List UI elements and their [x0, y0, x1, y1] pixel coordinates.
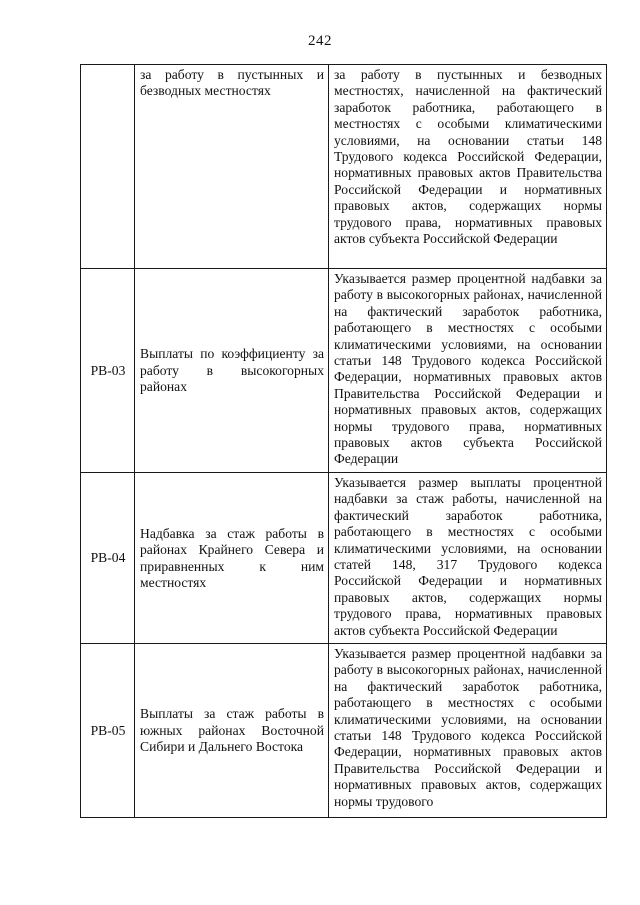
row-description: Указывается размер выплаты процентной надбавки за стаж работы, начисленной на фактический заработок работника, работающего в местностях с особыми климатическими условиями, на основании статей 148, 317 Трудового кодекса Российской Федерации и нормативных правовых актов, содержащих нормы трудового права, нормативных правовых актов субъекта Российской Федерации: [329, 473, 607, 644]
regulation-table: [80, 64, 607, 818]
row-code: [81, 65, 135, 269]
row-code: РВ-03: [81, 269, 135, 473]
row-code: РВ-05: [81, 644, 135, 818]
row-description: [329, 644, 607, 818]
row-description: за работу в пустынных и безводных местностях, начисленной на фактический заработок работника, работающего в местностях с особыми климатическими условиями, на основании статьи 148 Трудового кодекса Российской Федерации, нормативных правовых актов Правительства Российской Федерации и нормативных правовых актов, содержащих нормы трудового права, нормативных правовых актов субъекта Российской Федерации: [329, 65, 607, 269]
page-number: 242: [308, 33, 332, 49]
table-row: [81, 644, 607, 818]
table-row: [81, 65, 607, 269]
row-name: Выплаты за стаж работы в южных районах Восточной Сибири и Дальнего Востока: [135, 644, 329, 818]
row-description: Указывается размер процентной надбавки за работу в высокогорных районах, начисленной на фактический заработок работника, работающего в местностях с особыми климатическими условиями, на основании статьи 148 Трудового кодекса Российской Федерации, нормативных правовых актов Правительства Российской Федерации и нормативных правовых актов, содержащих нормы трудового права, нормативных правовых актов субъекта Российской Федерации: [329, 269, 607, 473]
row-name: Надбавка за стаж работы в районах Крайнего Севера и приравненных к ним местностях: [135, 473, 329, 644]
row-description-text: Указывается размер процентной надбавки за работу в высокогорных районах, начисленной на фактический заработок работника, работающего в местностях с особыми климатическими условиями, на основании статьи 148 Трудового кодекса Российской Федерации, нормативных правовых актов Правительства Российской Федерации и нормативных правовых актов, содержащих нормы трудового: [334, 646, 602, 809]
table-row: [81, 269, 607, 473]
row-code: РВ-04: [81, 473, 135, 644]
row-name: за работу в пустынных и безводных местностях: [135, 65, 329, 269]
table-row: [81, 473, 607, 644]
row-name: Выплаты по коэффициенту за работу в высокогорных районах: [135, 269, 329, 473]
